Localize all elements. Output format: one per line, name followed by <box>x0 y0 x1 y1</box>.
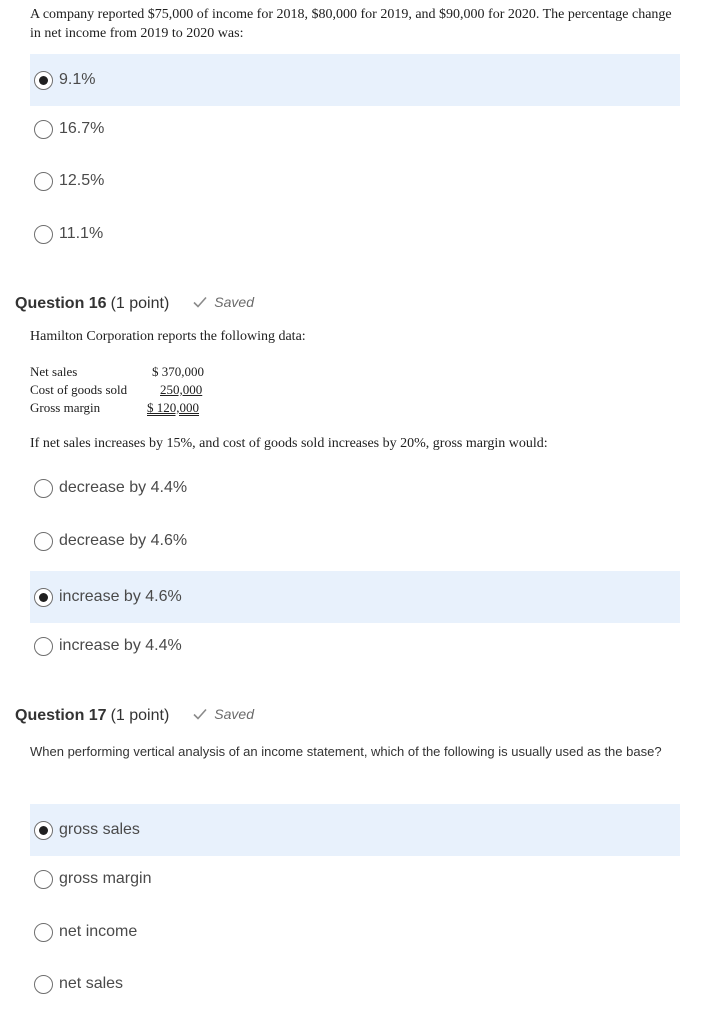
radio-empty-icon[interactable] <box>34 172 53 191</box>
radio-empty-icon[interactable] <box>34 870 53 889</box>
q17-option-2[interactable] <box>30 853 680 905</box>
question-title: Question 17 <box>15 707 107 724</box>
option-label: net sales <box>59 975 124 992</box>
option-label: gross margin <box>59 870 152 887</box>
question-16-intro: Hamilton Corporation reports the following data: <box>30 329 306 344</box>
saved-status <box>193 706 254 722</box>
question-16-header <box>15 294 254 313</box>
radio-empty-icon[interactable] <box>34 479 53 498</box>
option-label: increase by 4.6% <box>59 588 182 605</box>
radio-empty-icon[interactable] <box>34 975 53 994</box>
option-label: net income <box>59 923 138 940</box>
radio-empty-icon[interactable] <box>34 120 53 139</box>
q17-option-1[interactable] <box>30 804 680 856</box>
row-value: 250,000 <box>160 382 203 397</box>
checkmark-icon <box>193 296 207 308</box>
option-label: 9.1% <box>59 71 96 88</box>
saved-label: Saved <box>214 294 254 310</box>
q15-option-4[interactable] <box>30 208 680 260</box>
q16-option-3[interactable] <box>30 571 680 623</box>
q15-option-2[interactable] <box>30 103 680 155</box>
question-points: (1 point) <box>110 295 170 312</box>
q16-option-1[interactable] <box>30 462 680 514</box>
radio-empty-icon[interactable] <box>34 637 53 656</box>
row-value: $ 370,000 <box>152 364 204 379</box>
row-label: Net sales <box>30 364 78 379</box>
row-label: Gross margin <box>30 400 101 415</box>
question-17-header <box>15 706 254 725</box>
question-16-prompt: If net sales increases by 15%, and cost of goods sold increases by 20%, gross margin would: <box>30 436 548 451</box>
q17-option-4[interactable] <box>30 958 680 1010</box>
row-value: $ 120,000 <box>147 400 199 415</box>
radio-filled-icon[interactable] <box>34 588 53 607</box>
radio-filled-icon[interactable] <box>34 71 53 90</box>
question-points: (1 point) <box>110 707 170 724</box>
option-label: 16.7% <box>59 120 105 137</box>
radio-empty-icon[interactable] <box>34 923 53 942</box>
saved-status <box>193 294 254 310</box>
radio-empty-icon[interactable] <box>34 225 53 244</box>
option-label: decrease by 4.6% <box>59 532 188 549</box>
q16-option-4[interactable] <box>30 620 680 672</box>
question-15-text: A company reported $75,000 of income for 2018, $80,000 for 2019, and $90,000 for 2020. The percentage change in net income from 2019 to 2020 was: <box>30 7 672 41</box>
radio-empty-icon[interactable] <box>34 532 53 551</box>
option-label: 12.5% <box>59 172 105 189</box>
option-label: increase by 4.4% <box>59 637 182 654</box>
question-title: Question 16 <box>15 295 107 312</box>
q17-option-3[interactable] <box>30 906 680 958</box>
saved-label: Saved <box>214 706 254 722</box>
question-17-text: When performing vertical analysis of an income statement, which of the following is usually used as the base? <box>30 744 662 759</box>
option-label: gross sales <box>59 821 140 838</box>
q15-option-1[interactable] <box>30 54 680 106</box>
radio-filled-icon[interactable] <box>34 821 53 840</box>
q15-option-3[interactable] <box>30 155 680 207</box>
checkmark-icon <box>193 708 207 720</box>
row-label: Cost of goods sold <box>30 382 128 397</box>
option-label: 11.1% <box>59 225 104 242</box>
q16-option-2[interactable] <box>30 515 680 567</box>
option-label: decrease by 4.4% <box>59 479 188 496</box>
